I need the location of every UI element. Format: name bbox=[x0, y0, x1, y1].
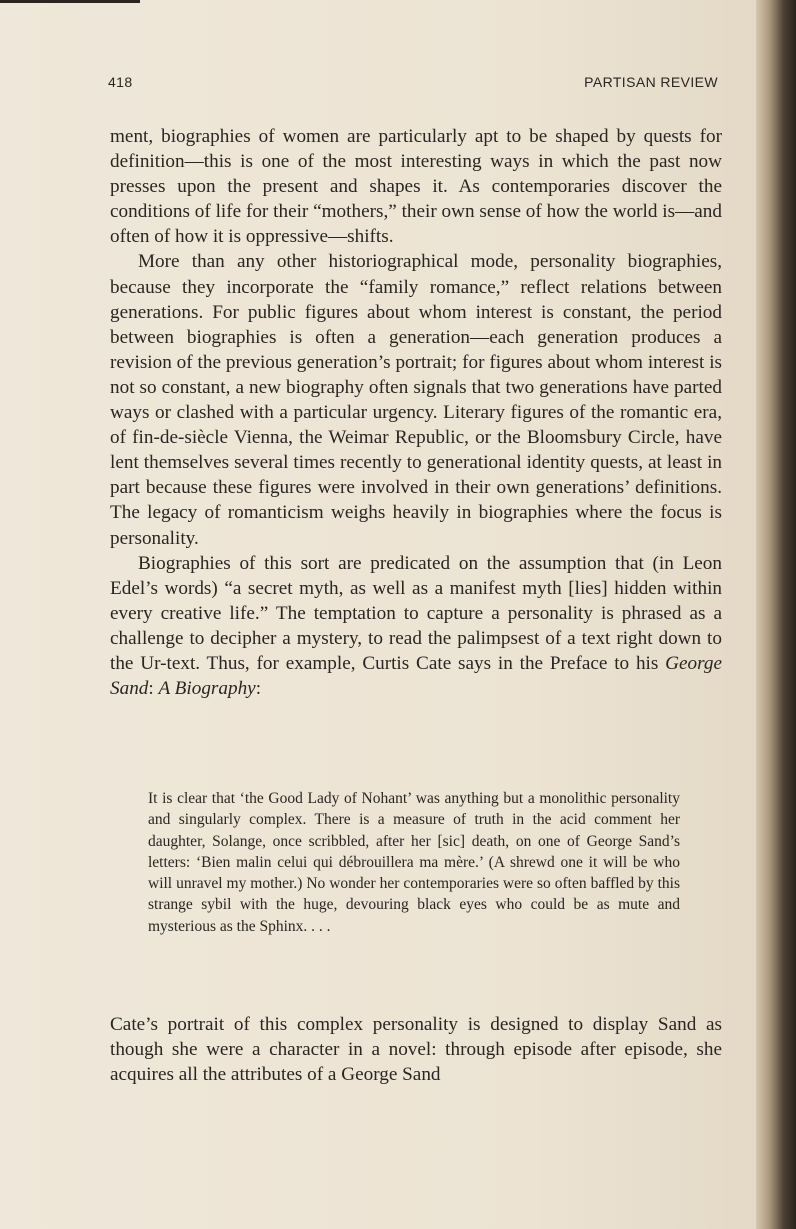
running-header bbox=[108, 74, 718, 96]
block-quote-text: It is clear that ‘the Good Lady of Nohant’ was anything but a monolithic personality and singularly complex. There is a measure of truth in the acid comment her daughter, Solange, once scribbled, after her [sic] death, on one of George Sand’s letters: ‘Bien malin celui qui débrouillera ma mère.’ (A shrewd one it will be who will unravel my mother.) No wonder her contemporaries were so often baffled by this strange sybil with the huge, devouring black eyes who could be as mute and mysterious as the Sphinx. . . . bbox=[148, 790, 680, 935]
page-number: 418 bbox=[108, 74, 133, 90]
book-title: George Sand bbox=[110, 652, 722, 700]
paragraph-end-colon: : bbox=[255, 678, 262, 700]
paragraph-predicated bbox=[110, 551, 722, 702]
book-spine-gutter bbox=[756, 0, 796, 1229]
block-quote bbox=[148, 788, 680, 937]
body-text bbox=[110, 124, 722, 701]
paragraph-personality-biographies: More than any other historiographical mode, personality biographies, because they incorporate the “family romance,” reflect relations between generations. For public figures about whom interest is constant, the period between biographies is often a generation—each generation produces a revision of the previous generation’s portrait; for figures about whom interest is not so constant, a new biography often signals that two generations have parted ways or clashed with a particular urgency. Literary figures of the romantic era, of fin-de-siècle Vienna, the Weimar Republic, or the Bloomsbury Circle, have lent themselves several times recently to generational identity quests, at least in part because these figures were involved in their own generations’ definitions. The legacy of romanticism weighs heavily in biographies where the focus is personality. bbox=[110, 251, 722, 549]
top-rule bbox=[0, 0, 140, 3]
title-colon: : bbox=[148, 678, 159, 700]
paragraph-continued: ment, biographies of women are particularly apt to be shaped by quests for definition—this is one of the most interesting ways in which the past now presses upon the present and shapes it. As contemporaries discover the conditions of life for their “mothers,” their own sense of how the world is—and often of how it is oppressive—shifts. bbox=[110, 126, 722, 248]
book-subtitle: A Biography bbox=[158, 678, 256, 700]
paragraph-predicated-text: Biographies of this sort are predicated on the assumption that (in Leon Edel’s words) “a secret myth, as well as a manifest myth [lies] hidden within every creative life.” The temptation to capture a personality is phrased as a challenge to decipher a mystery, to read the palimpsest of a text right down to the Ur-text. Thus, for example, Curtis Cate says in the Preface to his bbox=[110, 552, 722, 674]
running-title: PARTISAN REVIEW bbox=[584, 74, 718, 90]
closing-paragraph-block bbox=[110, 1012, 722, 1087]
paragraph-cate-portrait: Cate’s portrait of this complex personality is designed to display Sand as though she were a character in a novel: through episode after episode, she acquires all the attributes of a George Sand bbox=[110, 1014, 722, 1086]
